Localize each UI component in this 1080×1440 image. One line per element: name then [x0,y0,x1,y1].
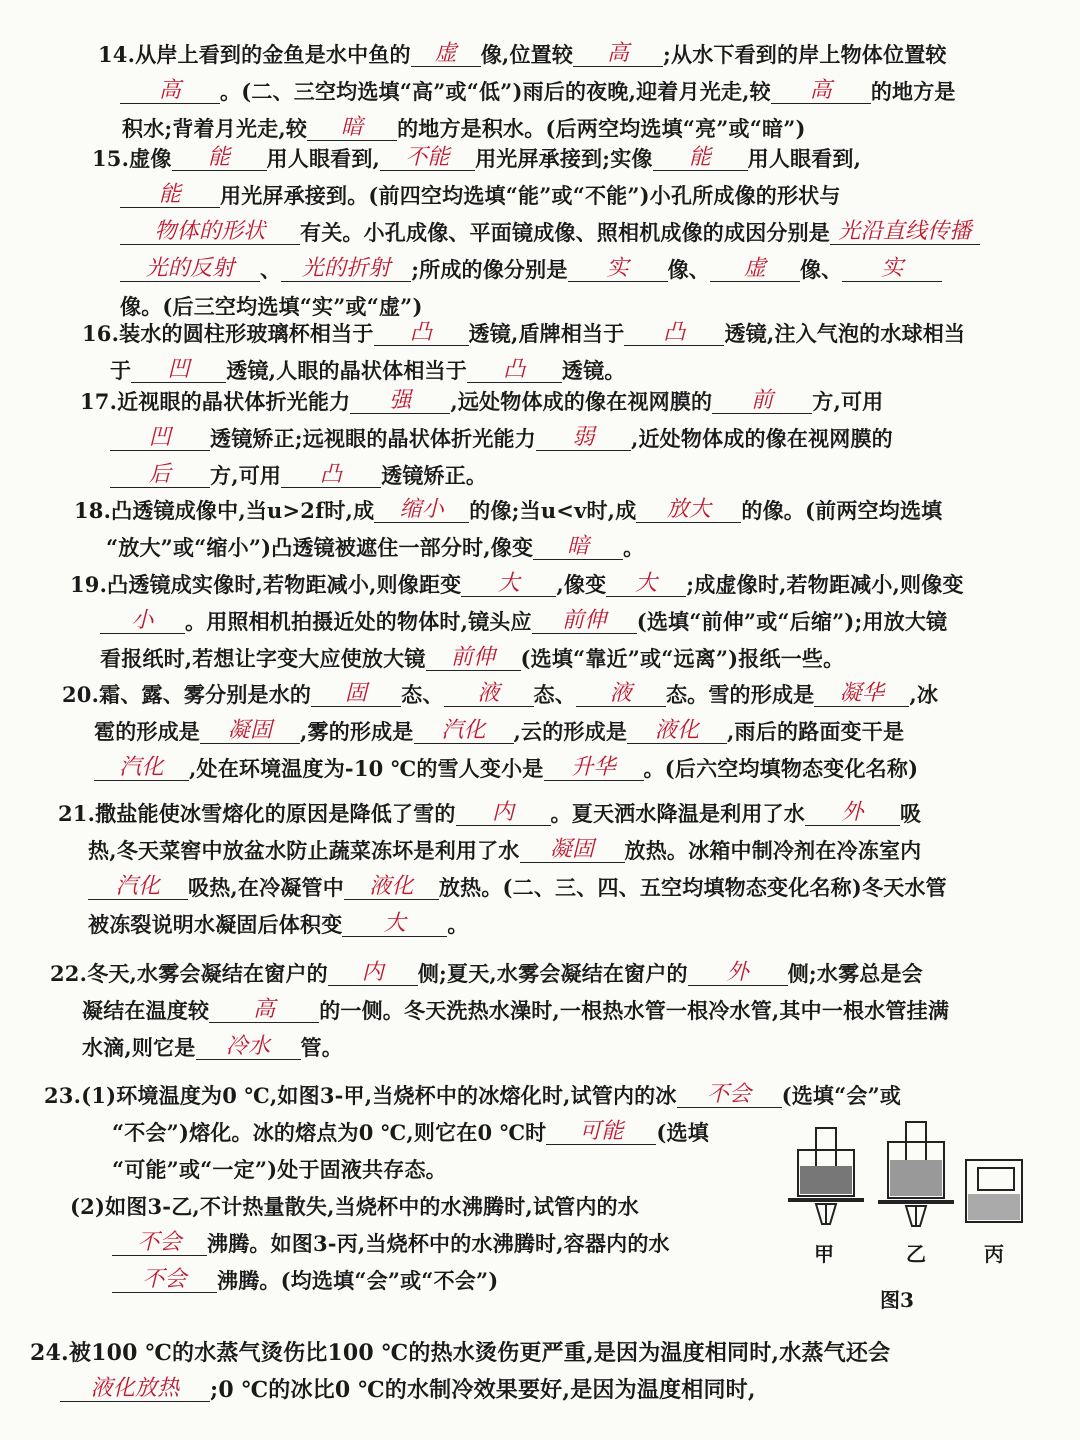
q17-text: 透镜矫正。 [381,463,488,488]
q20-text: ,云的形成是 [513,719,628,744]
question-18 [74,492,942,566]
q20-text: 态、 [401,682,444,707]
apparatus-yi [878,1122,954,1226]
q23-text: 23.(1)环境温度为0 ℃,如图3-甲,当烧杯中的冰熔化时,试管内的冰 [44,1083,677,1108]
question-14 [98,36,956,147]
q17-answer-3[interactable]: 凹 [110,426,210,451]
q15-answer-8[interactable]: 光的折射 [281,257,411,282]
q20-text: 态。雪的形成是 [665,682,815,707]
q15-answer-6[interactable]: 光沿直线传播 [830,220,980,245]
q17-text: ,近处物体成的像在视网膜的 [630,426,893,451]
q20-text: 。(后六空均填物态变化名称) [643,756,919,781]
q19-text: (选填“前伸”或“后缩”);用放大镜 [636,609,948,634]
q14-text: 14.从岸上看到的金鱼是水中鱼的 [98,42,411,67]
question-17 [80,383,893,494]
q22-text: 的一侧。冬天洗热水澡时,一根热水管一根冷水管,其中一根水管挂满 [319,998,950,1023]
q15-text: 用人眼看到, [747,146,862,171]
q16-answer-4[interactable]: 凸 [467,358,562,383]
q22-text: 凝结在温度较 [82,998,210,1023]
q21-answer-2[interactable]: 外 [805,801,900,826]
q19-answer-4[interactable]: 前伸 [532,609,637,634]
q15-text: 15.虚像 [92,146,172,171]
question-23 [44,1077,901,1299]
q21-text: 吸热,在冷凝管中 [188,875,344,900]
q20-answer-5[interactable]: 凝固 [200,719,300,744]
q17-text: 17.近视眼的晶状体折光能力 [80,389,351,414]
q17-answer-1[interactable]: 强 [350,389,450,414]
q23-text: “不会”)熔化。冰的熔点为0 ℃,则它在0 ℃时 [112,1120,547,1145]
q24-text: 24.被100 ℃的水蒸气烫伤比100 ℃的热水烫伤更严重,是因为温度相同时,水蒸气还会 [30,1340,891,1366]
q21-answer-4[interactable]: 汽化 [88,875,188,900]
q19-answer-5[interactable]: 前伸 [426,646,521,671]
q21-answer-3[interactable]: 凝固 [520,838,625,863]
q22-answer-2[interactable]: 外 [688,961,788,986]
question-20 [62,676,938,787]
q20-text: ,雨后的路面变干是 [727,719,905,744]
q16-text: 透镜,人眼的晶状体相当于 [226,358,467,383]
q20-text: 态、 [533,682,576,707]
q23-text: (选填“会”或 [781,1083,902,1108]
q21-text: 吸 [899,801,922,826]
q15-answer-3[interactable]: 能 [653,146,748,171]
q18-text: “放大”或“缩小”)凸透镜被遮住一部分时,像变 [106,535,534,560]
q22-text: 管。 [300,1035,343,1060]
q22-text: 侧;水雾总是会 [787,961,923,986]
q14-text: 积水;背着月光走,较 [122,116,308,141]
q20-answer-3[interactable]: 液 [576,682,666,707]
q15-text: 像、 [799,257,843,282]
q15-text: 像。(后三空均选填“实”或“虚”) [120,294,423,319]
q19-text: ;成虚像时,若物距减小,则像变 [686,572,964,597]
q17-answer-6[interactable]: 凸 [281,463,381,488]
q16-answer-1[interactable]: 凸 [374,321,469,346]
q20-answer-9[interactable]: 升华 [544,756,644,781]
apparatus-jia [788,1128,864,1224]
q21-text: 放热。冰箱中制冷剂在冷冻室内 [624,838,922,863]
q18-answer-3[interactable]: 暗 [533,535,623,560]
q15-answer-11[interactable]: 实 [842,257,942,282]
q20-text: 20.霜、露、雾分别是水的 [62,682,312,707]
q15-text: 用人眼看到, [266,146,381,171]
question-21 [58,795,947,943]
q20-answer-7[interactable]: 液化 [627,719,727,744]
q15-text: ;所成的像分别是 [411,257,568,282]
figure-caption: 图3 [880,1288,914,1312]
q14-answer-1[interactable]: 虚 [411,42,481,67]
question-24 [30,1335,890,1409]
q16-answer-3[interactable]: 凹 [131,358,226,383]
q23-answer-2[interactable]: 可能 [546,1120,656,1145]
q16-text: 透镜,注入气泡的水球相当 [724,321,966,346]
q15-answer-9[interactable]: 实 [568,257,668,282]
q18-text: 的像。(前两空均选填 [741,498,943,523]
q23-answer-3[interactable]: 不会 [112,1231,207,1256]
q21-text: 热,冬天菜窖中放盆水防止蔬菜冻坏是利用了水 [88,838,520,863]
q21-text: 21.撒盐能使冰雪熔化的原因是降低了雪的 [58,801,456,826]
q15-text: 像、 [667,257,710,282]
q15-text: 用光屏承接到;实像 [475,146,653,171]
q20-text: ,处在环境温度为-10 ℃的雪人变小是 [189,756,544,781]
q23-text: (选填 [656,1120,709,1145]
q14-text: 的地方是积水。(后两空均选填“亮”或“暗”) [397,116,806,141]
apparatus-bing [966,1160,1022,1222]
q22-text: 22.冬天,水雾会凝结在窗户的 [50,961,328,986]
q22-text: 水滴,则它是 [82,1035,196,1060]
q15-text: 、 [260,257,282,282]
q17-text: 方,可用 [812,389,884,414]
question-15 [92,140,980,325]
q14-answer-5[interactable]: 暗 [307,116,397,141]
q17-answer-2[interactable]: 前 [712,389,812,414]
q18-text: 的像;当u<v时,成 [469,498,637,523]
q16-text: 于 [110,358,132,383]
q17-answer-5[interactable]: 后 [110,463,210,488]
q18-answer-1[interactable]: 缩小 [374,498,469,523]
q19-answer-2[interactable]: 大 [606,572,686,597]
question-22 [50,955,949,1066]
q23-answer-4[interactable]: 不会 [112,1268,217,1293]
q14-text: 像,位置较 [480,42,574,67]
q17-answer-4[interactable]: 弱 [536,426,631,451]
q16-text: 透镜,盾牌相当于 [468,321,625,346]
q15-answer-1[interactable]: 能 [172,146,267,171]
q19-text: (选填“靠近”或“远离”)报纸一些。 [520,646,845,671]
q19-text: 19.凸透镜成实像时,若物距减小,则像距变 [70,572,462,597]
q14-answer-2[interactable]: 高 [573,42,663,67]
q19-text: 。用照相机拍摄近处的物体时,镜头应 [185,609,532,634]
q21-text: 放热。(二、三、四、五空均填物态变化名称)冬天水管 [438,875,947,900]
q22-answer-1[interactable]: 内 [328,961,418,986]
q21-text: 。夏天洒水降温是利用了水 [550,801,805,826]
figure-3 [780,1120,1040,1320]
q23-text: 沸腾。如图3-丙,当烧杯中的水沸腾时,容器内的水 [207,1231,670,1256]
question-19 [70,566,964,677]
q22-answer-3[interactable]: 高 [209,998,319,1023]
q14-text: ;从水下看到的岸上物体位置较 [663,42,947,67]
q14-text: 的地方是 [870,79,956,104]
q15-answer-2[interactable]: 不能 [380,146,475,171]
q19-text: ,像变 [556,572,607,597]
q17-text: 透镜矫正;远视眼的晶状体折光能力 [210,426,536,451]
q14-text: 。(二、三空均选填“高”或“低”)雨后的夜晚,迎着月光走,较 [220,79,771,104]
q19-text: 看报纸时,若想让字变大应使放大镜 [100,646,426,671]
q23-text: 沸腾。(均选填“会”或“不会”) [217,1268,499,1293]
q20-text: ,冰 [909,682,939,707]
q15-text: 用光屏承接到。(前四空均选填“能”或“不能”)小孔所成像的形状与 [220,183,841,208]
q20-answer-4[interactable]: 凝华 [814,682,909,707]
q20-answer-1[interactable]: 固 [311,682,401,707]
q20-answer-8[interactable]: 汽化 [94,756,189,781]
q20-answer-6[interactable]: 汽化 [414,719,514,744]
q16-text: 透镜。 [561,358,626,383]
q24-answer-1[interactable]: 液化放热 [60,1377,210,1402]
q19-answer-1[interactable]: 大 [461,572,556,597]
q21-text: 被冻裂说明水凝固后体积变 [88,912,343,937]
q22-answer-4[interactable]: 冷水 [196,1035,301,1060]
q18-text: 18.凸透镜成像中,当u>2f时,成 [74,498,375,523]
q15-answer-5[interactable]: 物体的形状 [120,220,300,245]
q23-text: (2)如图3-乙,不计热量散失,当烧杯中的水沸腾时,试管内的水 [70,1194,639,1219]
q18-answer-2[interactable]: 放大 [636,498,741,523]
q23-answer-1[interactable]: 不会 [677,1083,782,1108]
q20-text: 雹的形成是 [94,719,200,744]
q14-answer-4[interactable]: 高 [771,79,871,104]
q16-text: 16.装水的圆柱形玻璃杯相当于 [82,321,374,346]
q20-text: ,雾的形成是 [300,719,414,744]
q15-text: 有关。小孔成像、平面镜成像、照相机成像的成因分别是 [300,220,830,245]
q24-text: ;0 ℃的冰比0 ℃的水制冷效果要好,是因为温度相同时, [210,1377,756,1403]
q15-answer-7[interactable]: 光的反射 [120,257,260,282]
q17-text: ,远处物体成的像在视网膜的 [450,389,713,414]
q21-answer-5[interactable]: 液化 [344,875,439,900]
q21-answer-1[interactable]: 内 [456,801,551,826]
q19-answer-3[interactable]: 小 [100,609,185,634]
q15-answer-4[interactable]: 能 [120,183,220,208]
q21-answer-6[interactable]: 大 [342,912,447,937]
q23-text: “可能”或“一定”)处于固液共存态。 [112,1157,447,1182]
figure-label-jia: 甲 [814,1242,834,1266]
q18-text: 。 [623,535,645,560]
q20-answer-2[interactable]: 液 [444,682,534,707]
q16-answer-2[interactable]: 凸 [624,321,724,346]
q15-answer-10[interactable]: 虚 [710,257,800,282]
q21-text: 。 [447,912,469,937]
q17-text: 方,可用 [210,463,282,488]
q22-text: 侧;夏天,水雾会凝结在窗户的 [417,961,688,986]
question-16 [82,315,965,389]
q14-answer-3[interactable]: 高 [120,79,220,104]
figure-label-bing: 丙 [984,1242,1004,1266]
figure-label-yi: 乙 [906,1242,926,1266]
